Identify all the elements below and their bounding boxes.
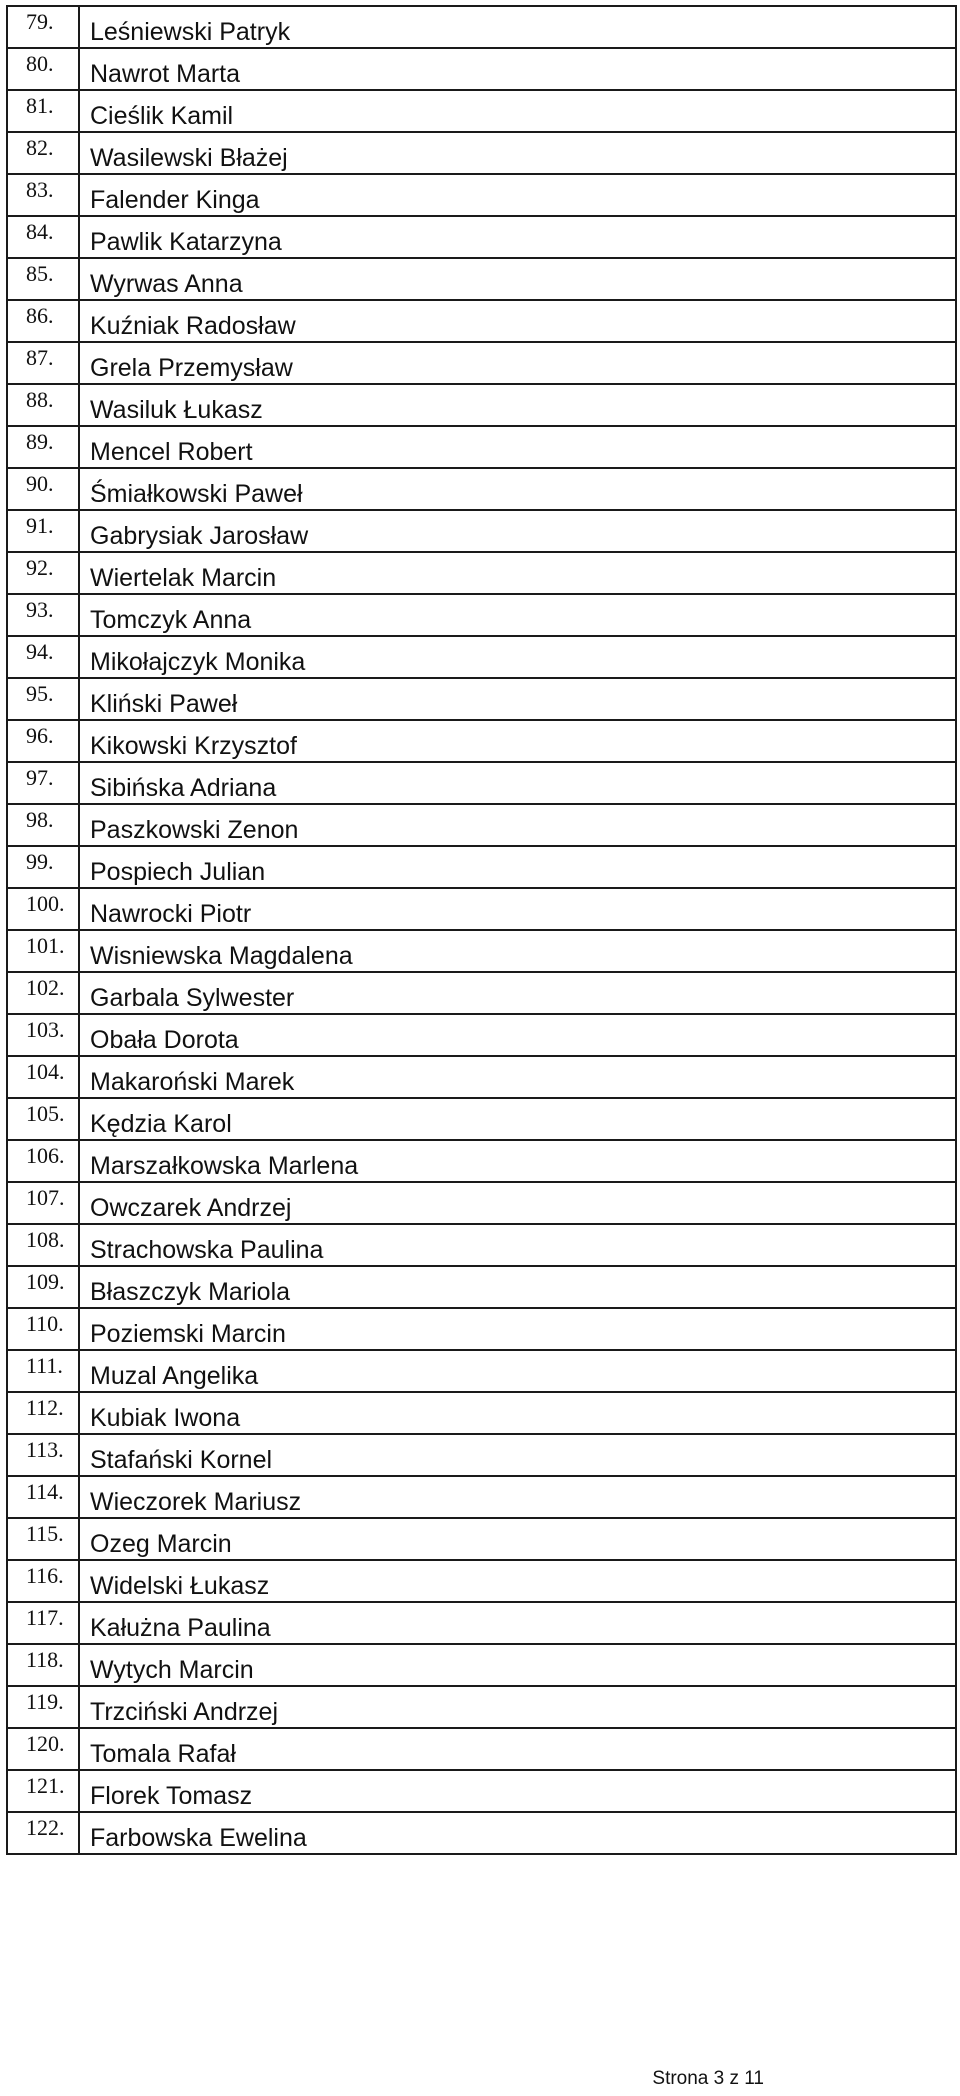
page-number-footer: Strona 3 z 11 xyxy=(652,2068,764,2089)
person-name: Farbowska Ewelina xyxy=(79,1812,956,1854)
names-table xyxy=(6,5,957,1855)
person-name: Florek Tomasz xyxy=(79,1770,956,1812)
table-row xyxy=(7,1182,956,1224)
person-name: Pawlik Katarzyna xyxy=(79,216,956,258)
row-number: 102. xyxy=(7,972,79,1014)
table-row xyxy=(7,300,956,342)
row-number: 115. xyxy=(7,1518,79,1560)
table-row xyxy=(7,888,956,930)
person-name: Garbala Sylwester xyxy=(79,972,956,1014)
row-number: 106. xyxy=(7,1140,79,1182)
row-number: 122. xyxy=(7,1812,79,1854)
row-number: 120. xyxy=(7,1728,79,1770)
table-row xyxy=(7,1770,956,1812)
table-row xyxy=(7,762,956,804)
table-row xyxy=(7,846,956,888)
person-name: Wasiluk Łukasz xyxy=(79,384,956,426)
table-row xyxy=(7,90,956,132)
person-name: Kikowski Krzysztof xyxy=(79,720,956,762)
row-number: 118. xyxy=(7,1644,79,1686)
table-row xyxy=(7,510,956,552)
table-row xyxy=(7,174,956,216)
person-name: Wyrwas Anna xyxy=(79,258,956,300)
row-number: 111. xyxy=(7,1350,79,1392)
table-row xyxy=(7,1686,956,1728)
table-row xyxy=(7,1308,956,1350)
row-number: 116. xyxy=(7,1560,79,1602)
row-number: 110. xyxy=(7,1308,79,1350)
row-number: 114. xyxy=(7,1476,79,1518)
table-row xyxy=(7,1056,956,1098)
person-name: Nawrocki Piotr xyxy=(79,888,956,930)
table-row xyxy=(7,720,956,762)
row-number: 93. xyxy=(7,594,79,636)
table-row xyxy=(7,1014,956,1056)
person-name: Trzciński Andrzej xyxy=(79,1686,956,1728)
table-row xyxy=(7,468,956,510)
person-name: Wiertelak Marcin xyxy=(79,552,956,594)
row-number: 82. xyxy=(7,132,79,174)
table-row xyxy=(7,1518,956,1560)
person-name: Marszałkowska Marlena xyxy=(79,1140,956,1182)
table-row xyxy=(7,678,956,720)
row-number: 105. xyxy=(7,1098,79,1140)
row-number: 84. xyxy=(7,216,79,258)
row-number: 117. xyxy=(7,1602,79,1644)
person-name: Leśniewski Patryk xyxy=(79,6,956,48)
person-name: Falender Kinga xyxy=(79,174,956,216)
person-name: Tomczyk Anna xyxy=(79,594,956,636)
person-name: Poziemski Marcin xyxy=(79,1308,956,1350)
row-number: 87. xyxy=(7,342,79,384)
row-number: 99. xyxy=(7,846,79,888)
table-row xyxy=(7,1728,956,1770)
row-number: 95. xyxy=(7,678,79,720)
table-row xyxy=(7,1560,956,1602)
row-number: 90. xyxy=(7,468,79,510)
person-name: Sibińska Adriana xyxy=(79,762,956,804)
table-row xyxy=(7,1644,956,1686)
person-name: Mencel Robert xyxy=(79,426,956,468)
row-number: 100. xyxy=(7,888,79,930)
table-row xyxy=(7,426,956,468)
person-name: Makaroński Marek xyxy=(79,1056,956,1098)
person-name: Strachowska Paulina xyxy=(79,1224,956,1266)
person-name: Gabrysiak Jarosław xyxy=(79,510,956,552)
person-name: Wisniewska Magdalena xyxy=(79,930,956,972)
row-number: 113. xyxy=(7,1434,79,1476)
row-number: 94. xyxy=(7,636,79,678)
person-name: Kuźniak Radosław xyxy=(79,300,956,342)
table-row xyxy=(7,1392,956,1434)
row-number: 108. xyxy=(7,1224,79,1266)
person-name: Mikołajczyk Monika xyxy=(79,636,956,678)
row-number: 81. xyxy=(7,90,79,132)
row-number: 112. xyxy=(7,1392,79,1434)
person-name: Owczarek Andrzej xyxy=(79,1182,956,1224)
person-name: Kałużna Paulina xyxy=(79,1602,956,1644)
row-number: 97. xyxy=(7,762,79,804)
row-number: 98. xyxy=(7,804,79,846)
person-name: Stafański Kornel xyxy=(79,1434,956,1476)
row-number: 121. xyxy=(7,1770,79,1812)
person-name: Tomala Rafał xyxy=(79,1728,956,1770)
table-row xyxy=(7,6,956,48)
person-name: Obała Dorota xyxy=(79,1014,956,1056)
person-name: Cieślik Kamil xyxy=(79,90,956,132)
table-row xyxy=(7,132,956,174)
row-number: 96. xyxy=(7,720,79,762)
table-row xyxy=(7,1602,956,1644)
table-row xyxy=(7,1350,956,1392)
person-name: Kędzia Karol xyxy=(79,1098,956,1140)
row-number: 88. xyxy=(7,384,79,426)
person-name: Grela Przemysław xyxy=(79,342,956,384)
row-number: 103. xyxy=(7,1014,79,1056)
row-number: 107. xyxy=(7,1182,79,1224)
table-row xyxy=(7,1434,956,1476)
person-name: Wytych Marcin xyxy=(79,1644,956,1686)
row-number: 101. xyxy=(7,930,79,972)
person-name: Widelski Łukasz xyxy=(79,1560,956,1602)
table-row xyxy=(7,1140,956,1182)
person-name: Śmiałkowski Paweł xyxy=(79,468,956,510)
table-row xyxy=(7,1812,956,1854)
person-name: Wasilewski Błażej xyxy=(79,132,956,174)
table-row xyxy=(7,930,956,972)
row-number: 83. xyxy=(7,174,79,216)
names-table-body xyxy=(7,6,956,1854)
table-row xyxy=(7,258,956,300)
person-name: Pospiech Julian xyxy=(79,846,956,888)
table-row xyxy=(7,1224,956,1266)
table-row xyxy=(7,342,956,384)
table-row xyxy=(7,972,956,1014)
table-row xyxy=(7,552,956,594)
row-number: 86. xyxy=(7,300,79,342)
person-name: Błaszczyk Mariola xyxy=(79,1266,956,1308)
person-name: Kubiak Iwona xyxy=(79,1392,956,1434)
table-row xyxy=(7,804,956,846)
table-row xyxy=(7,594,956,636)
table-row xyxy=(7,1476,956,1518)
table-row xyxy=(7,48,956,90)
row-number: 119. xyxy=(7,1686,79,1728)
row-number: 79. xyxy=(7,6,79,48)
row-number: 104. xyxy=(7,1056,79,1098)
row-number: 89. xyxy=(7,426,79,468)
table-row xyxy=(7,1266,956,1308)
table-row xyxy=(7,384,956,426)
table-row xyxy=(7,1098,956,1140)
row-number: 85. xyxy=(7,258,79,300)
person-name: Ozeg Marcin xyxy=(79,1518,956,1560)
person-name: Nawrot Marta xyxy=(79,48,956,90)
person-name: Kliński Paweł xyxy=(79,678,956,720)
person-name: Wieczorek Mariusz xyxy=(79,1476,956,1518)
person-name: Paszkowski Zenon xyxy=(79,804,956,846)
table-row xyxy=(7,216,956,258)
row-number: 91. xyxy=(7,510,79,552)
row-number: 109. xyxy=(7,1266,79,1308)
person-name: Muzal Angelika xyxy=(79,1350,956,1392)
row-number: 80. xyxy=(7,48,79,90)
table-row xyxy=(7,636,956,678)
row-number: 92. xyxy=(7,552,79,594)
